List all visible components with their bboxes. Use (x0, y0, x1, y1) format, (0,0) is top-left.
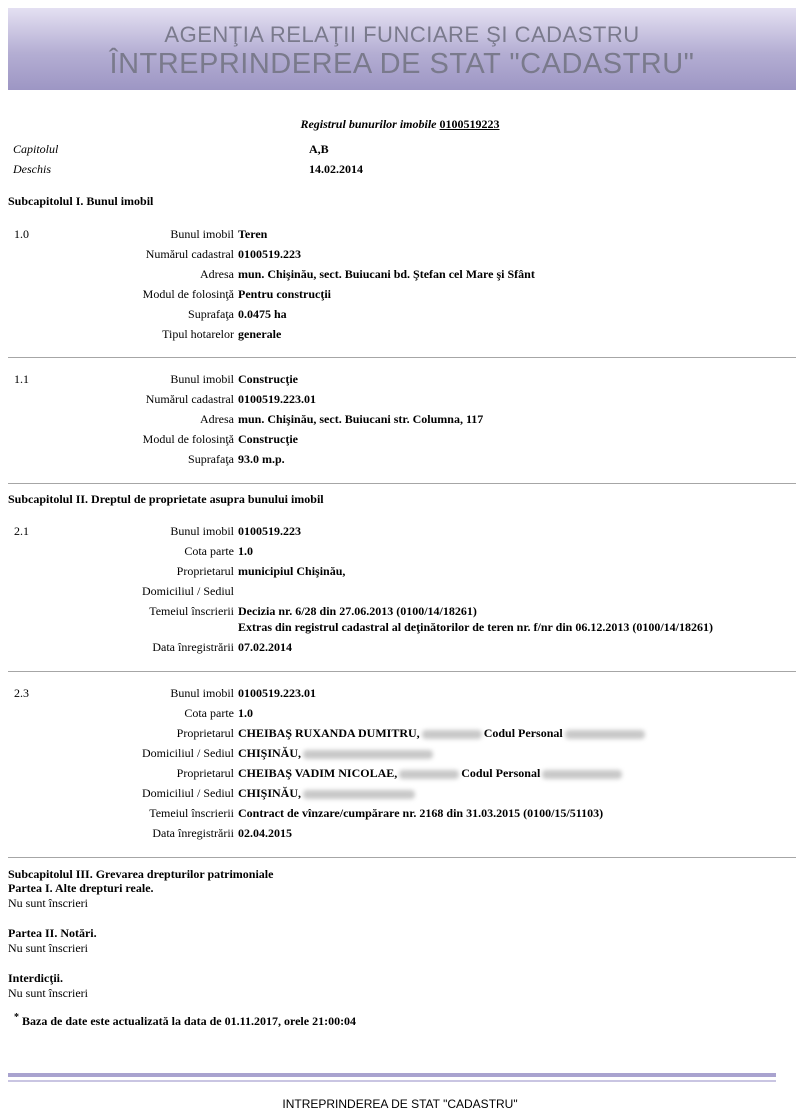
owner-name: CHEIBAŞ RUXANDA DUMITRU, (238, 726, 420, 740)
field-value: Decizia nr. 6/28 din 27.06.2013 (0100/14/18261) (238, 604, 477, 618)
field-value: 0.0475 ha (238, 307, 287, 321)
field-value: 0100519.223.01 (238, 686, 316, 700)
footer-text: INTREPRINDEREA DE STAT "CADASTRU" (282, 1097, 518, 1111)
field-row (0, 412, 800, 428)
field-value: 0100519.223 (238, 524, 301, 538)
field-value: Construcţie (238, 432, 298, 446)
part2-text: Nu sunt înscrieri (8, 941, 88, 955)
redacted-address (303, 750, 433, 759)
field-label: Bunul imobil (170, 524, 234, 538)
redacted-birthdate (399, 770, 459, 779)
field-value: Construcţie (238, 372, 298, 386)
field-value: 1.0 (238, 706, 253, 720)
capitolul-label: Capitolul (13, 142, 59, 156)
field-label: Domiciliul / Sediul (142, 746, 234, 760)
agency-name: AGENŢIA RELAŢII FUNCIARE ŞI CADASTRU (164, 22, 640, 47)
meta-capitolul (13, 142, 713, 158)
residence-city: CHIŞINĂU, (238, 786, 302, 800)
section-title-sub1: Subcapitolul I. Bunul imobil (8, 194, 154, 208)
field-value: 0100519.223 (238, 247, 301, 261)
entry-index: 2.3 (14, 686, 29, 700)
field-value (238, 766, 624, 781)
section-title-sub3: Subcapitolul III. Grevarea drepturilor patrimoniale (8, 867, 274, 881)
field-row (0, 766, 800, 782)
field-row (0, 640, 800, 656)
field-label: Proprietarul (176, 726, 234, 740)
field-row (0, 524, 800, 540)
field-label: Data înregistrării (152, 640, 234, 654)
field-value: Pentru construcţii (238, 287, 331, 301)
field-row (0, 287, 800, 303)
entry-index: 1.0 (14, 227, 29, 241)
part2-title: Partea II. Notări. (8, 926, 97, 940)
meta-deschis (13, 162, 713, 178)
field-label: Adresa (200, 267, 234, 281)
field-value: 07.02.2014 (238, 640, 292, 654)
part3-text: Nu sunt înscrieri (8, 986, 88, 1000)
update-note (14, 1014, 356, 1029)
register-number: 0100519223 (439, 117, 500, 131)
divider (8, 671, 796, 672)
field-label: Numărul cadastral (145, 392, 234, 406)
deschis-label: Deschis (13, 162, 51, 176)
field-label: Modul de folosinţă (142, 287, 234, 301)
field-label: Bunul imobil (170, 686, 234, 700)
field-row (0, 786, 800, 802)
footer-divider-thin (8, 1080, 776, 1082)
entry-index: 1.1 (14, 372, 29, 386)
divider (8, 857, 796, 858)
field-value: generale (238, 327, 282, 341)
field-value: 0100519.223.01 (238, 392, 316, 406)
field-value (238, 786, 417, 801)
part3-title: Interdicţii. (8, 971, 63, 985)
field-value: mun. Chişinău, sect. Buiucani str. Columna, 117 (238, 412, 484, 426)
section-title-sub2: Subcapitolul II. Dreptul de proprietate asupra bunului imobil (8, 492, 324, 506)
field-label: Cota parte (184, 706, 234, 720)
field-label: Cota parte (184, 544, 234, 558)
field-row (0, 746, 800, 762)
field-row (0, 432, 800, 448)
field-row (0, 806, 800, 822)
field-row (0, 686, 800, 702)
field-row (0, 372, 800, 388)
redacted-personal-code (542, 770, 622, 779)
field-label: Suprafaţa (188, 307, 234, 321)
field-value (238, 746, 435, 761)
field-row (0, 544, 800, 560)
field-value: mun. Chişinău, sect. Buiucani bd. Ştefan cel Mare şi Sfânt (238, 267, 535, 281)
entry-index: 2.1 (14, 524, 29, 538)
field-value (238, 726, 647, 741)
field-row (0, 327, 800, 343)
field-row (0, 604, 800, 634)
field-label: Modul de folosinţă (142, 432, 234, 446)
register-title-text: Registrul bunurilor imobile (300, 117, 437, 131)
divider (8, 483, 796, 484)
field-row (0, 392, 800, 408)
part1-title: Partea I. Alte drepturi reale. (8, 881, 154, 895)
field-row (0, 584, 800, 600)
residence-city: CHIŞINĂU, (238, 746, 302, 760)
redacted-personal-code (565, 730, 645, 739)
enterprise-name: ÎNTREPRINDEREA DE STAT "CADASTRU" (109, 48, 695, 80)
field-row (0, 452, 800, 468)
note-asterisk: * (14, 1012, 19, 1023)
field-value: municipiul Chişinău, (238, 564, 346, 578)
personal-code-label: Codul Personal (461, 766, 541, 780)
field-row (0, 307, 800, 323)
field-row (0, 267, 800, 283)
field-row (0, 227, 800, 243)
field-value: 02.04.2015 (238, 826, 292, 840)
capitolul-value: A,B (309, 142, 329, 156)
field-label: Suprafaţa (188, 452, 234, 466)
field-row (0, 826, 800, 842)
field-label: Bunul imobil (170, 227, 234, 241)
field-value: 93.0 m.p. (238, 452, 285, 466)
field-row (0, 564, 800, 580)
deschis-value: 14.02.2014 (309, 162, 363, 176)
field-label: Data înregistrării (152, 826, 234, 840)
redacted-birthdate (422, 730, 482, 739)
personal-code-label: Codul Personal (483, 726, 563, 740)
field-label: Temeiul înscrierii (149, 806, 234, 820)
field-value: Contract de vînzare/cumpărare nr. 2168 din 31.03.2015 (0100/15/51103) (238, 806, 604, 820)
field-value: 1.0 (238, 544, 253, 558)
field-label: Temeiul înscrierii (149, 604, 234, 618)
divider (8, 357, 796, 358)
field-label: Numărul cadastral (145, 247, 234, 261)
field-row (0, 726, 800, 742)
field-label: Bunul imobil (170, 372, 234, 386)
owner-name: CHEIBAŞ VADIM NICOLAE, (238, 766, 398, 780)
field-row (0, 247, 800, 263)
field-value: Teren (238, 227, 268, 241)
field-label: Tipul hotarelor (162, 327, 234, 341)
field-row (0, 706, 800, 722)
note-text: Baza de date este actualizată la data de 01.11.2017, orele 21:00:04 (22, 1014, 357, 1028)
field-label: Proprietarul (176, 766, 234, 780)
field-label: Domiciliul / Sediul (142, 584, 234, 598)
register-title (0, 117, 800, 132)
field-label: Proprietarul (176, 564, 234, 578)
field-label: Adresa (200, 412, 234, 426)
footer-divider (8, 1073, 776, 1077)
field-label: Domiciliul / Sediul (142, 786, 234, 800)
part1-text: Nu sunt înscrieri (8, 896, 88, 910)
redacted-address (303, 790, 415, 799)
field-value-line2: Extras din registrul cadastral al deţinătorilor de teren nr. f/nr din 06.12.2013 (0100/14/18261) (238, 620, 713, 634)
header-banner (8, 8, 796, 90)
